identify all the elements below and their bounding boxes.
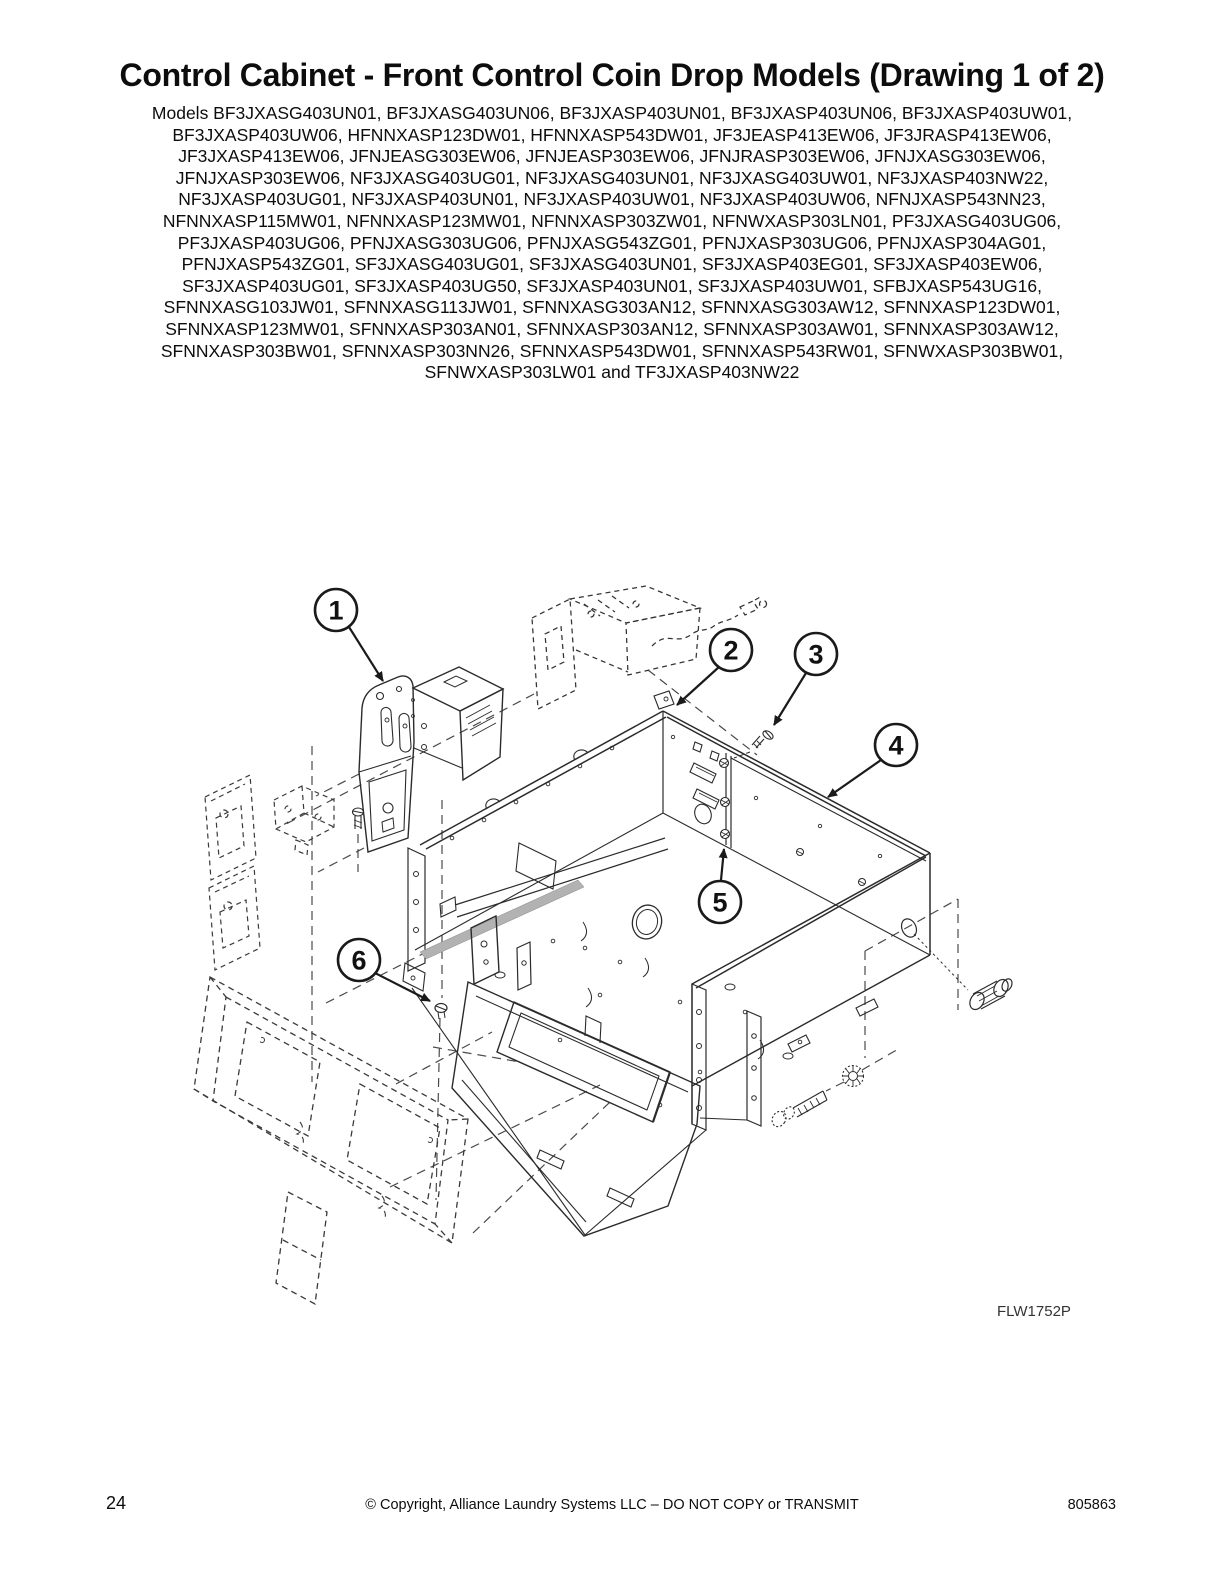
page-number: 24 [106,1493,127,1513]
models-line: SFNNXASP303BW01, SFNNXASP303NN26, SFNNXASP543DW01, SFNNXASP543RW01, SFNWXASP303BW01, [160,340,1064,361]
support-strip [420,880,584,959]
models-line: PF3JXASP403UG06, PFNJXASG303UG06, PFNJXASG543ZG01, PFNJXASP303UG06, PFNJXASP304AG01, [177,232,1047,253]
mounting-screw [769,1091,827,1129]
part1-screw [353,808,364,829]
callout-6 [338,939,430,1001]
projection-lines [286,670,958,1233]
models-line: JF3JXASP413EW06, JFNJEASG303EW06, JFNJEASP303EW06, JFNJRASP303EW06, JFNJXASG303EW06, [178,146,1046,167]
models-line: SFNWXASP303LW01 and TF3JXASP403NW22 [424,362,800,383]
callout-5 [699,849,741,923]
copyright-notice: © Copyright, Alliance Laundry Systems LLC – DO NOT COPY or TRANSMIT [365,1497,859,1513]
lock-washer [843,1066,864,1087]
part1-bracket-assembly [353,667,504,852]
models-line: SFNNXASP123MW01, SFNNXASP303AN01, SFNNXASP303AN12, SFNNXASP303AW01, SFNNXASP303AW12, [165,318,1059,339]
document-number: 805863 [1067,1497,1116,1513]
callout-number: 1 [328,595,344,626]
part5-screws [720,759,730,839]
part3-screw [734,729,775,758]
models-line: JFNJXASP303EW06, NF3JXASG403UG01, NF3JXASG403UN01, NF3JXASG403UW01, NF3JXASP403NW22, [175,167,1049,188]
front-panel-dashed [194,977,468,1304]
models-line: SFNNXASG103JW01, SFNNXASG113JW01, SFNNXASG303AN12, SFNNXASG303AW12, SFNNXASP123DW01, [163,297,1061,318]
lock-cylinder [967,977,1014,1012]
figure-code: FLW1752P [997,1303,1071,1320]
models-line: BF3JXASP403UW06, HFNNXASP123DW01, HFNNXASP543DW01, JF3JEASP413EW06, JF3JRASP413EW06, [172,124,1052,145]
models-line: NFNNXASP115MW01, NFNNXASP123MW01, NFNNXASP303ZW01, NFNWXASP303LN01, PF3JXASG403UG06, [162,210,1062,231]
callout-number: 5 [712,887,728,918]
coin-vault-bracket [452,916,761,1236]
page-title: Control Cabinet - Front Control Coin Drop Models (Drawing 1 of 2) [119,57,1105,93]
callout-number: 2 [723,635,739,666]
callout-4 [828,724,917,797]
left-dashed-plates [205,775,334,970]
models-line: SF3JXASP403UG01, SF3JXASP403UG50, SF3JXASP403UN01, SF3JXASP403UW01, SFBJXASP543UG16, [182,275,1042,296]
callout-number: 3 [808,639,824,670]
part6-screw [435,1004,447,1020]
callout-2 [677,629,752,705]
models-line: NF3JXASP403UG01, NF3JXASP403UN01, NF3JXASP403UW01, NF3JXASP403UW06, NFNJXASP543NN23, [178,189,1046,210]
callout-1 [315,589,383,681]
models-line: PFNJXASP543ZG01, SF3JXASG403UG01, SF3JXASG403UN01, SF3JXASP403EG01, SF3JXASP403EW06, [181,254,1043,275]
models-line: Models BF3JXASG403UN01, BF3JXASG403UN06, BF3JXASP403UN01, BF3JXASP403UN06, BF3JXASP403UW01, [151,103,1073,123]
callout-number: 4 [888,730,904,761]
callout-3 [774,633,837,725]
callout-number: 6 [351,945,367,976]
